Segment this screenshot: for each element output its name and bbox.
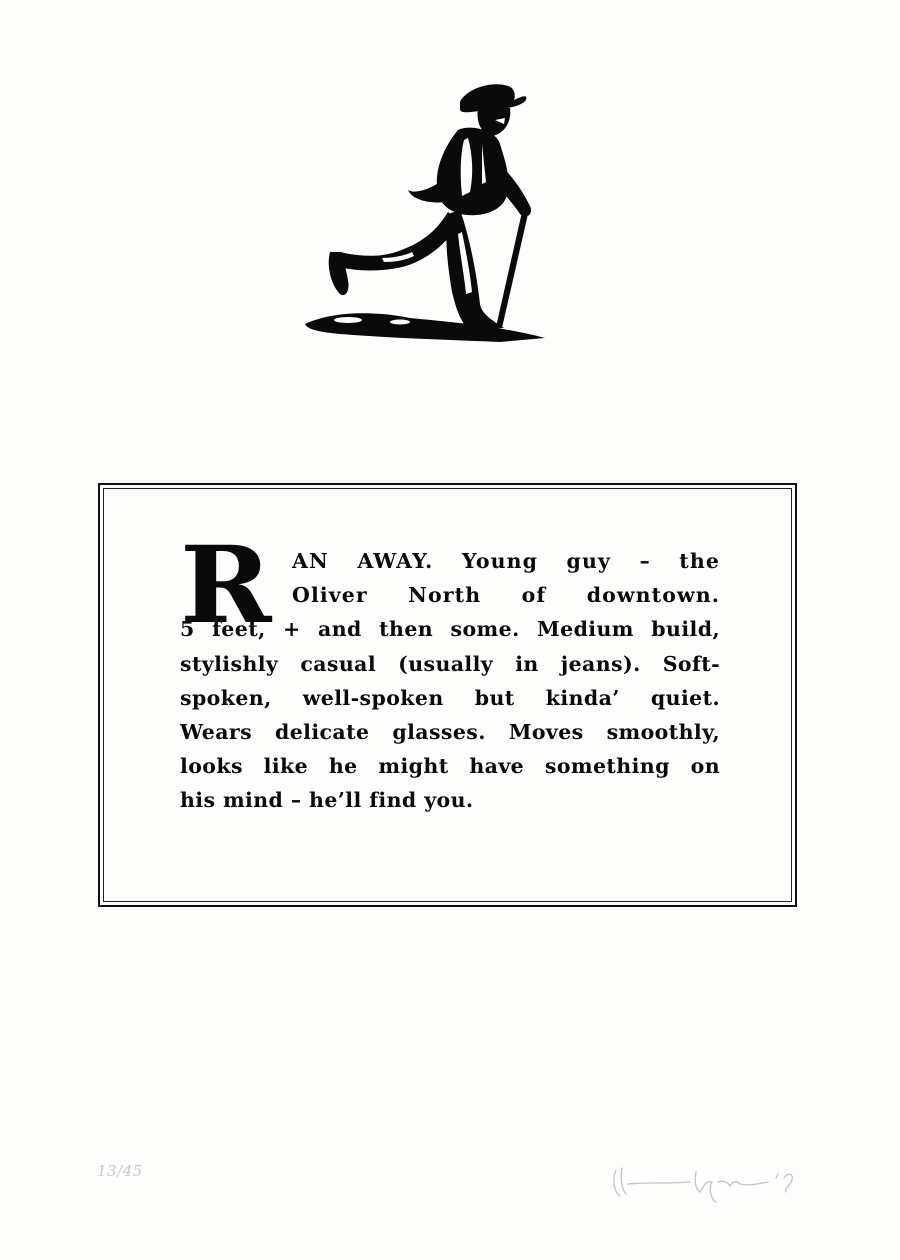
drop-cap-r [180, 544, 276, 624]
notice-line-3: 5 feet, + and then some. Medium build, [180, 617, 720, 642]
running-man-woodcut [300, 72, 550, 352]
drop-cap-lines [292, 544, 720, 612]
notice-line-4: stylishly casual (usually in jeans). Soft- [180, 651, 720, 676]
notice-line-8: his mind – he’ll find you. [180, 788, 474, 813]
artist-signature [608, 1160, 808, 1208]
notice-line-6: Wears delicate glasses. Moves smoothly, [180, 720, 720, 744]
runaway-notice-text [180, 544, 720, 818]
notice-line-5: spoken, well-spoken but kinda’ quiet. [180, 685, 720, 710]
notice-line-1: AN AWAY. Young guy – the [292, 549, 720, 573]
edition-number: 13/45 [97, 1162, 143, 1180]
notice-line-7: looks like he might have something on [180, 754, 720, 779]
notice-line-2: Oliver North of downtown. [292, 583, 720, 608]
drop-cap-letter: R [180, 544, 273, 624]
